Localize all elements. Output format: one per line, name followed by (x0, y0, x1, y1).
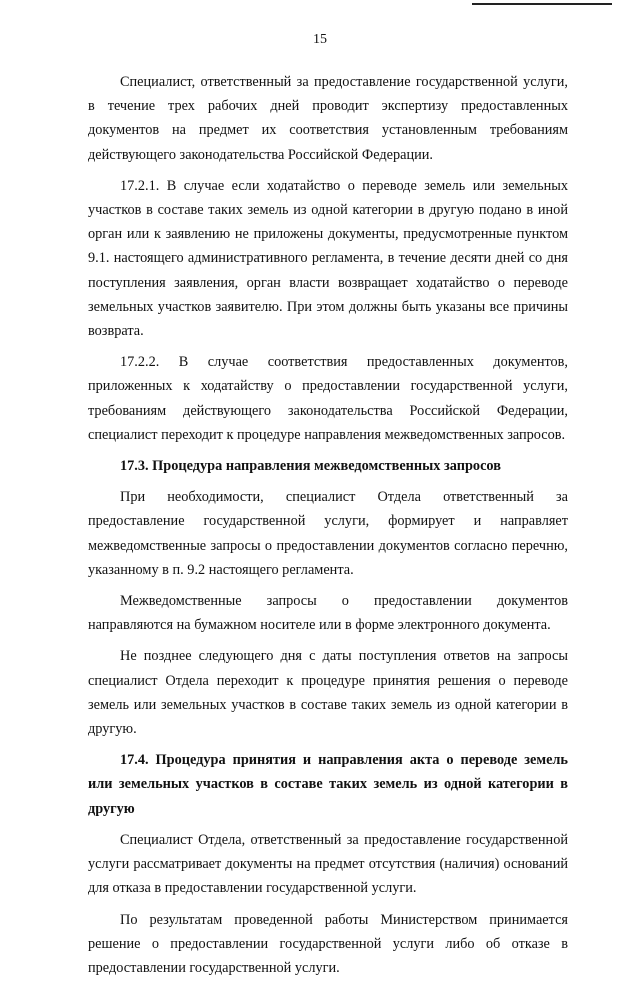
paragraph-request-format: Межведомственные запросы о предоставлении документов направляются на бумажном носителе или в форме электронного документа. (88, 593, 568, 634)
document-body (88, 70, 568, 987)
heading-17-3: 17.3. Процедура направления межведомственных запросов (120, 458, 501, 475)
paragraph-interagency-requests: При необходимости, специалист Отдела ответственный за предоставление государственной услуги, формирует и направляет межведомственные запросы о предоставлении документов согласно перечню, указанному в п. 9.2 настоящего регламента. (88, 489, 568, 578)
paragraph-expertise: Специалист, ответственный за предоставление государственной услуги, в течение трех рабочих дней проводит экспертизу предоставленных документов на предмет их соответствия установленным требованиям действующего законодательства Российской Федерации. (88, 74, 568, 163)
paragraph-next-day: Не позднее следующего дня с даты поступления ответов на запросы специалист Отдела переходит к процедуре принятия решения о переводе земель или земельных участков в составе таких земель из одной категории в другую. (88, 648, 568, 738)
scan-edge-line (472, 3, 612, 5)
paragraph-decision: По результатам проведенной работы Министерством принимается решение о предоставлении государственной услуги либо об отказе в предоставлении государственной услуги. (88, 911, 568, 976)
paragraph-17-2-1: 17.2.1. В случае если ходатайство о переводе земель или земельных участков в составе таких земель из одной категории в другую подано в иной орган или к заявлению не приложены документы, предусмотренные пунктом 9.1. настоящего административного регламента, в течение десяти дней со дня поступления заявления, орган власти возвращает ходатайство о переводе земельных участков заявителю. При этом должны быть указаны все причины возврата. (88, 177, 568, 340)
paragraph-17-2-2: 17.2.2. В случае соответствия предоставленных документов, приложенных к ходатайству о предоставлении государственной услуги, требованиям действующего законодательства Российской Федерации, специалист переходит к процедуре направления межведомственных запросов. (88, 354, 568, 443)
paragraph-review-documents: Специалист Отдела, ответственный за предоставление государственной услуги рассматривает документы на предмет отсутствия (наличия) оснований для отказа в предоставлении государственной услуги. (88, 831, 568, 897)
heading-17-4: 17.4. Процедура принятия и направления акта о переводе земель или земельных участков в составе таких земель из одной категории в другую (88, 752, 568, 817)
page-number: 15 (313, 32, 327, 47)
